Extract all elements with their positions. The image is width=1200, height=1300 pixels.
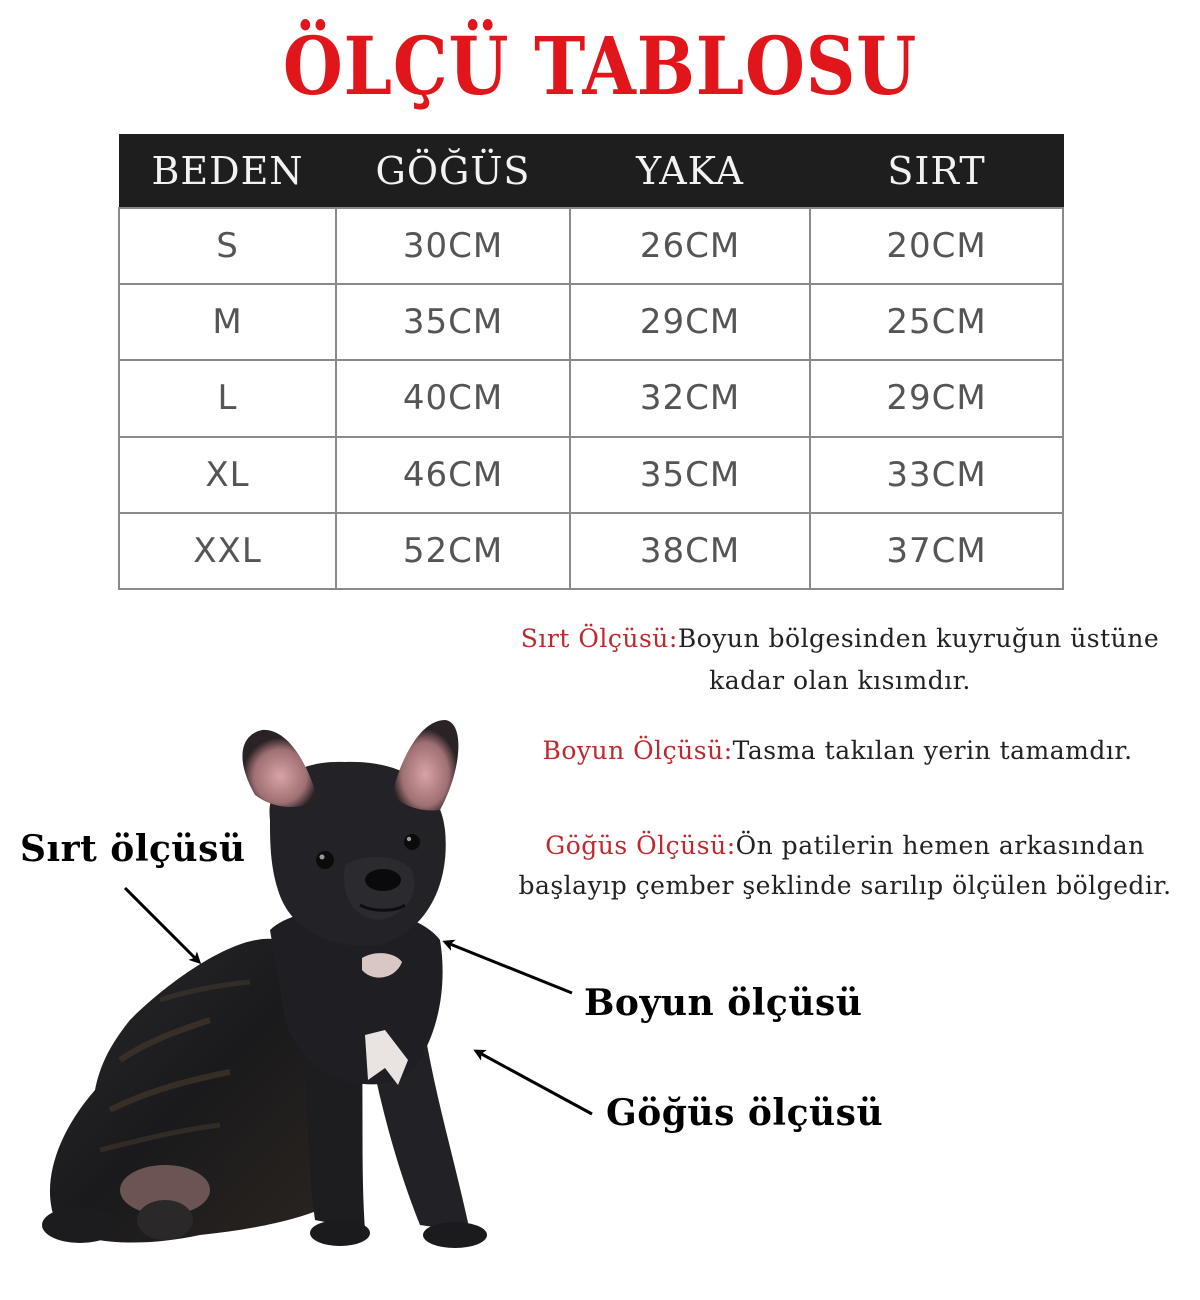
table-cell: 35CM bbox=[570, 437, 810, 513]
header-neck: YAKA bbox=[570, 135, 810, 209]
table-cell: 52CM bbox=[336, 513, 570, 589]
table-cell: L bbox=[119, 360, 336, 436]
back-measure-callout: Sırt ölçüsü bbox=[20, 828, 246, 870]
table-cell: 35CM bbox=[336, 284, 570, 360]
back-measure-label: Sırt Ölçüsü: bbox=[520, 624, 678, 653]
table-row bbox=[119, 513, 1063, 589]
table-cell: 25CM bbox=[810, 284, 1063, 360]
table-row bbox=[119, 360, 1063, 436]
table-cell: 37CM bbox=[810, 513, 1063, 589]
table-cell: M bbox=[119, 284, 336, 360]
table-cell: 32CM bbox=[570, 360, 810, 436]
neck-measure-description bbox=[480, 730, 1195, 772]
neck-measure-label: Boyun Ölçüsü: bbox=[542, 736, 733, 765]
chest-measure-callout: Göğüs ölçüsü bbox=[606, 1092, 884, 1134]
table-header-row bbox=[119, 135, 1063, 209]
chest-measure-label: Göğüs Ölçüsü: bbox=[545, 831, 736, 860]
table-cell: 40CM bbox=[336, 360, 570, 436]
table-cell: 26CM bbox=[570, 208, 810, 284]
table-cell: 30CM bbox=[336, 208, 570, 284]
header-back: SIRT bbox=[810, 135, 1063, 209]
table-cell: 46CM bbox=[336, 437, 570, 513]
table-row bbox=[119, 284, 1063, 360]
dog-image bbox=[0, 700, 520, 1260]
table-cell: 29CM bbox=[810, 360, 1063, 436]
page-title: ÖLÇÜ TABLOSU bbox=[282, 19, 918, 113]
back-measure-text: Boyun bölgesinden kuyruğun üstüne kadar olan kısımdır. bbox=[677, 624, 1160, 695]
header-size: BEDEN bbox=[119, 135, 336, 209]
table-cell: 38CM bbox=[570, 513, 810, 589]
neck-measure-text: Tasma takılan yerin tamamdır. bbox=[732, 736, 1133, 765]
chest-measure-text: Ön patilerin hemen arkasından başlayıp çember şeklinde sarılıp ölçülen bölgedir. bbox=[518, 831, 1172, 900]
table-cell: XL bbox=[119, 437, 336, 513]
table-cell: 29CM bbox=[570, 284, 810, 360]
neck-measure-callout: Boyun ölçüsü bbox=[584, 982, 863, 1024]
table-row bbox=[119, 208, 1063, 284]
table-cell: XXL bbox=[119, 513, 336, 589]
table-row bbox=[119, 437, 1063, 513]
table-cell: 20CM bbox=[810, 208, 1063, 284]
table-cell: 33CM bbox=[810, 437, 1063, 513]
table-cell: S bbox=[119, 208, 336, 284]
back-measure-description bbox=[505, 618, 1175, 702]
size-table bbox=[118, 134, 1064, 590]
chest-measure-description bbox=[500, 826, 1190, 906]
header-chest: GÖĞÜS bbox=[336, 135, 570, 209]
